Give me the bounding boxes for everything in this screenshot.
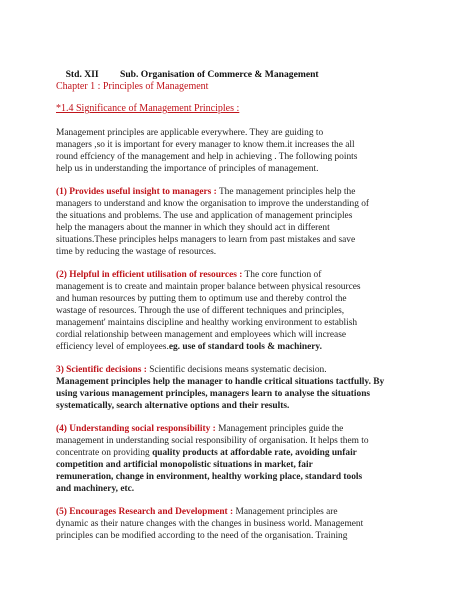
point4-line: competition and artificial monopolistic situations in market, fair <box>56 460 313 470</box>
point4-line: management in understanding social responsibility of organisation. It helps them to <box>56 436 369 446</box>
point1-text: The management principles help the <box>216 187 356 197</box>
intro-line: Management principles are applicable everywhere. They are guiding to <box>56 128 324 138</box>
section-title: *1.4 Significance of Management Principles : <box>56 103 240 114</box>
chapter-title: Chapter 1 : Principles of Management <box>56 81 209 92</box>
point2-line: cordial relationship between management and employees which will increase <box>56 330 346 340</box>
point3-first-line <box>56 364 327 376</box>
point1-first-line <box>56 186 355 198</box>
point2-text: efficiency level of employees. <box>56 342 169 352</box>
intro-line: managers ,so it is important for every manager to know them.it increases the all <box>56 140 355 150</box>
point2-line: management' maintains discipline and healthy working environment to establish <box>56 318 358 328</box>
point2-example: eg. use of standard tools & machinery. <box>168 342 322 352</box>
point1-line: the situations and problems. The use and application of management principles <box>56 211 353 221</box>
point3-heading: 3) Scientific decisions : <box>56 365 147 375</box>
intro-line: round effciency of the management and help in achieving . The following points <box>56 152 358 162</box>
point1-line: situations.These principles helps managers to learn from past mistakes and save <box>56 235 356 245</box>
point1-heading: (1) Provides useful insight to managers : <box>56 187 217 197</box>
point2-text: The core function of <box>242 270 322 280</box>
standard-label: Std. XII <box>65 69 99 80</box>
point5-text: Management principles are <box>233 507 338 517</box>
point2-line: and human resources by putting them to optimum use and thereby control the <box>56 294 347 304</box>
point4-line: and machinery, etc. <box>56 484 135 494</box>
subject-label: Sub. Organisation of Commerce & Management <box>120 69 319 80</box>
point4-first-line <box>56 423 343 435</box>
point3-line: Management principles help the manager to handle critical situations tactfully. By <box>56 377 385 387</box>
point2-first-line <box>56 269 321 281</box>
point5-first-line <box>56 506 338 518</box>
point3-text: Scientific decisions means systematic decision. <box>146 365 327 375</box>
point2-heading: (2) Helpful in efficient utilisation of resources : <box>56 270 243 280</box>
point1-line: managers to understand and know the organisation to improve the understanding of <box>56 199 370 209</box>
point4-mixed-line <box>56 447 357 459</box>
point2-last-line <box>56 341 322 353</box>
point4-heading: (4) Understanding social responsibility : <box>56 424 216 434</box>
point2-line: wastage of resources. Through the use of different techniques and principles, <box>56 306 345 316</box>
point2-line: management is to create and maintain proper balance between physical resources <box>56 282 361 292</box>
point4-emphasis: quality products at affordable rate, avoiding unfair <box>152 448 357 458</box>
point5-line: principles can be modified according to the need of the organisation. Training <box>56 531 348 541</box>
point3-line: systematically, search alternative options and their results. <box>56 401 290 411</box>
point1-line: time by reducing the wastage of resources. <box>56 247 217 257</box>
point5-line: dynamic as their nature changes with the changes in business world. Management <box>56 519 364 529</box>
point3-line: using various management principles, managers learn to analyse the situations <box>56 389 371 399</box>
point4-line: remuneration, change in environment, healthy working place, standard tools <box>56 472 363 482</box>
point5-heading: (5) Encourages Research and Development : <box>56 507 234 517</box>
point4-text: concentrate on providing <box>56 448 153 458</box>
intro-line: help us in understanding the importance of principles of management. <box>56 164 319 174</box>
point1-line: help the managers about the manner in which they should act in different <box>56 223 330 233</box>
point4-text: Management principles guide the <box>215 424 344 434</box>
